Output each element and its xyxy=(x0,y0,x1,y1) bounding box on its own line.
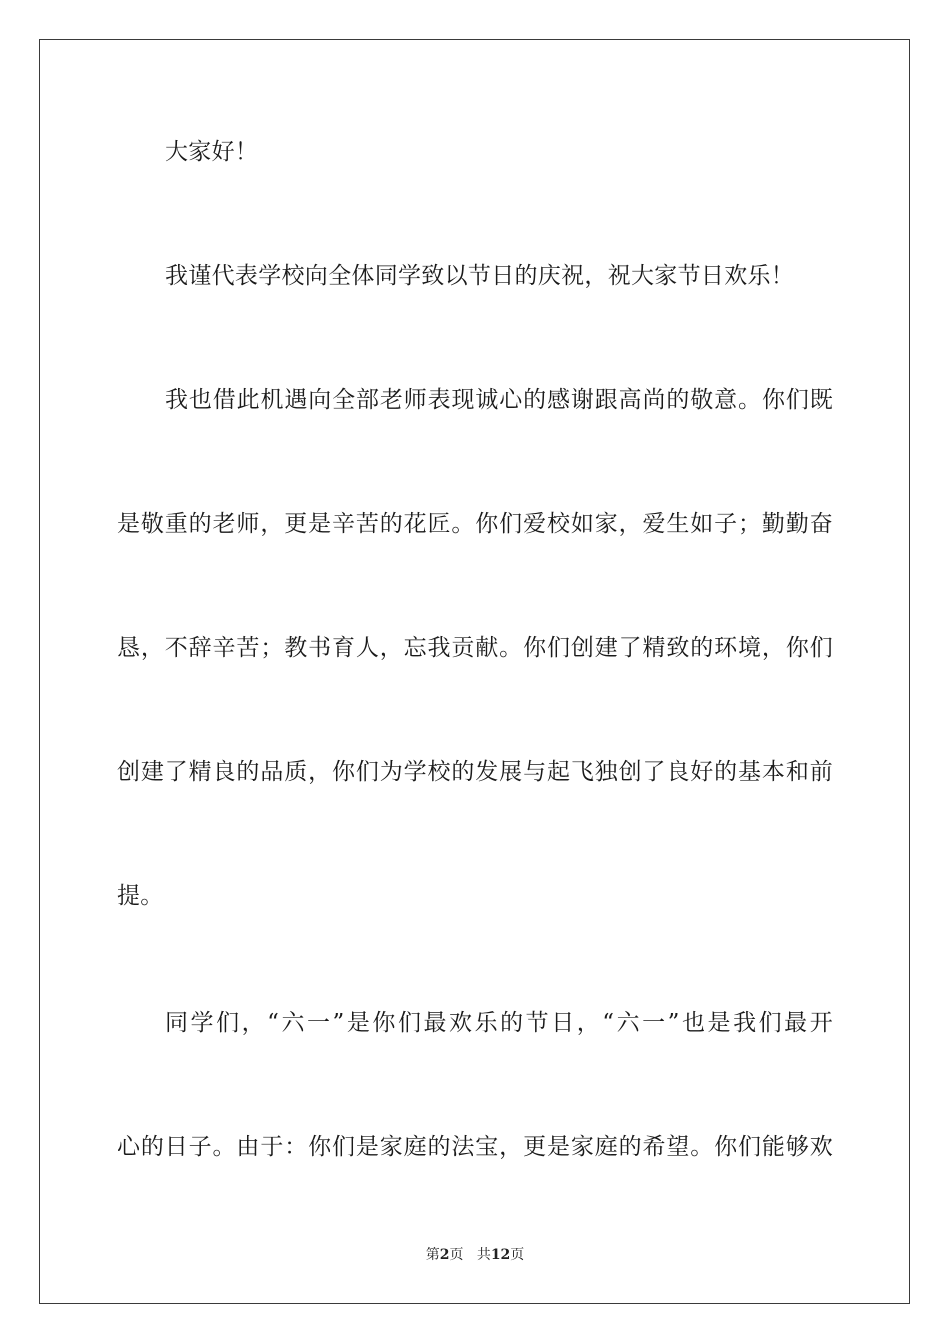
page-footer xyxy=(0,1246,950,1264)
paragraph-line: 是敬重的老师，更是辛苦的花匠。你们爱校如家，爱生如子；勤勤奋 xyxy=(117,511,833,537)
page-suffix: 页 xyxy=(449,1247,464,1263)
total-suffix: 页 xyxy=(510,1247,525,1263)
page-prefix: 第 xyxy=(425,1247,440,1263)
paragraph-line: 我也借此机遇向全部老师表现诚心的感谢跟高尚的敬意。你们既 xyxy=(165,387,833,413)
paragraph-line: 提。 xyxy=(117,883,164,909)
current-page-number: 2 xyxy=(439,1247,450,1263)
paragraph-line: 心的日子。由于：你们是家庭的法宝，更是家庭的希望。你们能够欢 xyxy=(117,1134,833,1160)
paragraph-line: 同学们，“六一”是你们最欢乐的节日，“六一”也是我们最开 xyxy=(165,1010,833,1036)
page-border xyxy=(39,39,910,1304)
total-pages-number: 12 xyxy=(490,1247,511,1263)
paragraph-line: 创建了精良的品质，你们为学校的发展与起飞独创了良好的基本和前 xyxy=(117,759,833,785)
total-prefix: 共 xyxy=(476,1247,491,1263)
paragraph-line: 我谨代表学校向全体同学致以节日的庆祝，祝大家节日欢乐！ xyxy=(165,263,795,289)
paragraph-line: 恳，不辞辛苦；教书育人，忘我贡献。你们创建了精致的环境，你们 xyxy=(117,635,833,661)
greeting-line: 大家好！ xyxy=(165,139,259,165)
